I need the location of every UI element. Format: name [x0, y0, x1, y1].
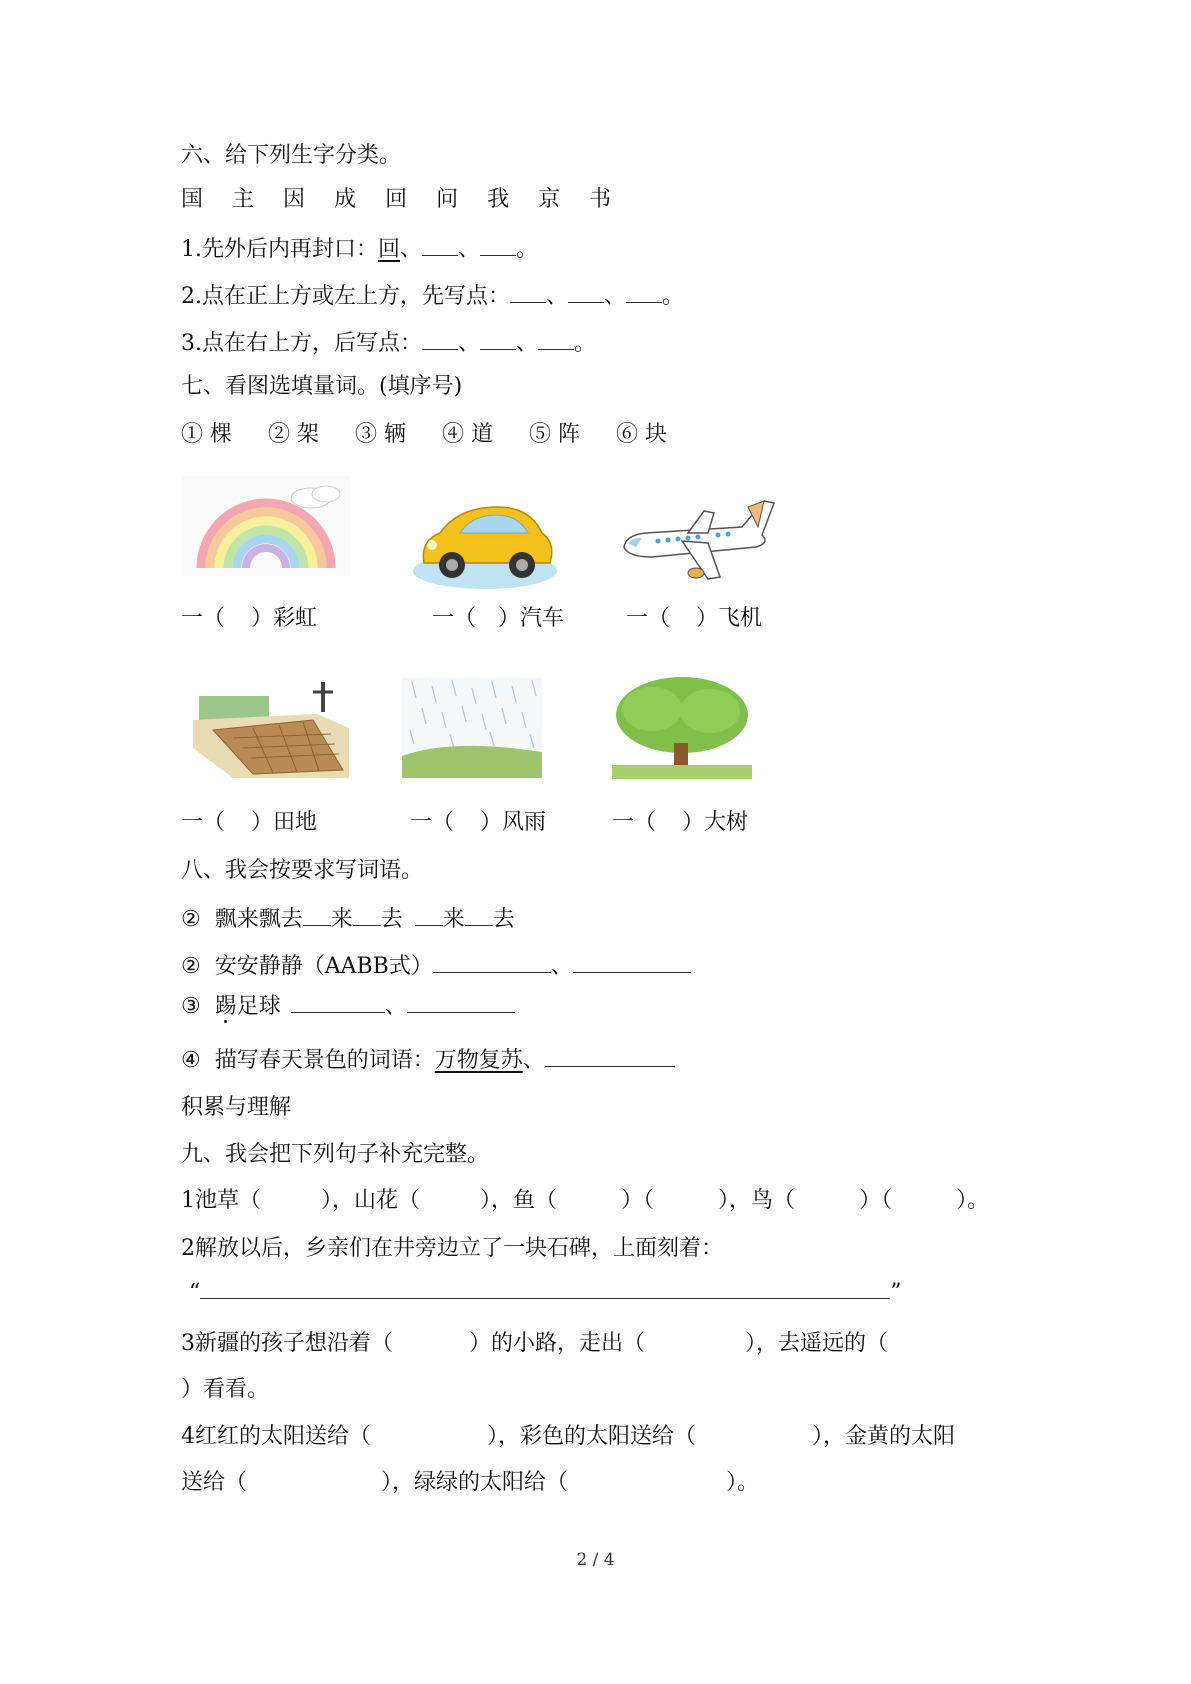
row2-item-tree	[612, 808, 748, 838]
section-heading: 积累与理解	[181, 1095, 292, 1120]
answer-blank[interactable]	[573, 950, 691, 973]
q9-4-part: ），彩色的太阳送给（	[487, 1424, 697, 1449]
char-7: 我	[487, 187, 510, 212]
item-label: ）汽车	[498, 606, 565, 631]
qu-char: 去	[380, 907, 403, 932]
q6-3-label: 3.点在右上方，后写点：	[181, 331, 422, 356]
airplane-image	[612, 491, 782, 591]
answer-blank[interactable]	[303, 903, 331, 926]
q8-2-text: 安安静静（AABB式）	[214, 954, 433, 979]
char-3: 因	[283, 187, 306, 212]
char-6: 问	[436, 187, 459, 212]
car-image	[410, 493, 560, 593]
answer-blank[interactable]	[626, 280, 662, 303]
q9-1-part: ），鱼（	[480, 1188, 558, 1213]
question-6-2	[181, 280, 684, 312]
separator: 、	[546, 284, 569, 309]
item-label: ）大树	[682, 810, 749, 835]
qu-char: 去	[492, 907, 515, 932]
item-prefix: 一（	[181, 810, 226, 835]
answer-blank[interactable]	[465, 903, 493, 926]
q9-3-part: ），去遥远的（	[745, 1331, 889, 1356]
answer-blank[interactable]	[415, 903, 443, 926]
rainbow-image	[181, 476, 351, 576]
answer-blank[interactable]	[568, 280, 604, 303]
item-label: ）彩虹	[251, 606, 318, 631]
separator: 、	[550, 954, 573, 979]
question-9-4	[181, 1422, 955, 1452]
q6-2-label: 2.点在正上方或左上方，先写点：	[181, 284, 510, 309]
q9-4-part: ）。	[726, 1470, 760, 1495]
answer-blank[interactable]	[545, 1044, 675, 1067]
q9-4-part: 送给（	[181, 1470, 248, 1495]
char-1: 国	[181, 187, 204, 212]
separator: 、	[384, 994, 407, 1019]
answer-blank[interactable]	[353, 903, 381, 926]
row1-item-rainbow	[181, 604, 317, 634]
option-6: ⑥ 块	[616, 422, 667, 447]
q8-1-text: 飘来飘去	[214, 907, 303, 932]
question-number: ④	[181, 1048, 201, 1073]
question-8-1	[181, 903, 515, 935]
question-6-3	[181, 327, 596, 359]
section-9-title: 九、我会把下列句子补充完整。	[181, 1142, 490, 1167]
q9-1-part: ）（	[859, 1188, 893, 1213]
q6-1-example: 回	[378, 237, 401, 262]
separator: 、	[458, 331, 481, 356]
row1-item-car	[432, 604, 564, 634]
char-8: 京	[538, 187, 561, 212]
q8-3-text: 踢足球	[214, 994, 281, 1019]
section-8-title: 八、我会按要求写词语。	[181, 858, 424, 883]
question-8-3	[181, 990, 515, 1022]
page-number: 2 / 4	[576, 1550, 615, 1570]
question-9-3	[181, 1329, 888, 1359]
char-2: 主	[232, 187, 255, 212]
open-quote: “	[189, 1280, 201, 1305]
answer-blank[interactable]	[407, 990, 515, 1013]
item-prefix: 一（	[626, 606, 671, 631]
q8-4-text: 描写春天景色的词语：	[214, 1048, 435, 1073]
answer-blank[interactable]	[538, 327, 574, 350]
question-number: ②	[181, 954, 201, 979]
question-number: ②	[181, 907, 201, 932]
item-prefix: 一（	[181, 606, 226, 631]
period: 。	[516, 237, 539, 262]
option-1: ① 棵	[181, 422, 232, 447]
q9-1-part: ）（	[621, 1188, 655, 1213]
answer-blank[interactable]	[510, 280, 546, 303]
period: 。	[662, 284, 685, 309]
tree-image	[612, 673, 752, 779]
separator: 、	[516, 331, 539, 356]
q9-1-part: ），鸟（	[718, 1188, 796, 1213]
section-6-title: 六、给下列生字分类。	[181, 143, 402, 168]
answer-blank[interactable]	[422, 233, 458, 256]
answer-blank[interactable]	[480, 327, 516, 350]
question-9-4-cont	[181, 1468, 759, 1498]
q9-4-part: ），绿绿的太阳给（	[381, 1470, 569, 1495]
char-4: 成	[334, 187, 357, 212]
item-label: ）田地	[251, 810, 318, 835]
option-3: ③ 辆	[355, 422, 406, 447]
separator: 、	[458, 237, 481, 262]
character-list	[181, 185, 640, 215]
field-image	[193, 678, 349, 778]
question-9-2-quote	[189, 1276, 902, 1308]
item-prefix: 一（	[612, 810, 657, 835]
q9-4-part: 4红红的太阳送给（	[181, 1424, 371, 1449]
period: 。	[574, 331, 597, 356]
option-4: ④ 道	[442, 422, 493, 447]
answer-blank[interactable]	[422, 327, 458, 350]
row1-item-airplane	[626, 604, 762, 634]
q6-1-label: 1.先外后内再封口：	[181, 237, 378, 262]
item-prefix: 一（	[410, 810, 455, 835]
option-2: ② 架	[268, 422, 319, 447]
question-number: ③	[181, 994, 201, 1019]
char-5: 回	[385, 187, 408, 212]
item-label: ）飞机	[696, 606, 763, 631]
question-9-3-cont	[181, 1375, 269, 1405]
q9-3-part: ）看看。	[181, 1377, 270, 1402]
question-9-1	[181, 1186, 989, 1216]
q9-1-part: ），山花（	[321, 1188, 421, 1213]
close-quote: ”	[890, 1280, 902, 1305]
item-prefix: 一（	[432, 606, 477, 631]
q9-4-part: ），金黄的太阳	[812, 1424, 956, 1449]
row2-item-field	[181, 808, 317, 838]
question-6-1	[181, 233, 538, 265]
answer-blank[interactable]	[291, 990, 385, 1013]
answer-blank[interactable]	[480, 233, 516, 256]
option-5: ⑤ 阵	[529, 422, 580, 447]
measure-word-options	[181, 420, 703, 450]
separator: 、	[604, 284, 627, 309]
answer-blank[interactable]	[433, 950, 551, 973]
char-9: 书	[589, 187, 612, 212]
q9-1-part: ）。	[956, 1188, 990, 1213]
separator: 、	[400, 237, 423, 262]
q8-4-example: 万物复苏	[434, 1048, 523, 1073]
question-9-2: 2解放以后，乡亲们在井旁边立了一块石碑，上面刻着：	[181, 1236, 723, 1261]
row2-item-rain	[410, 808, 546, 838]
q9-3-part: 3新疆的孩子想沿着（	[181, 1331, 393, 1356]
question-8-4	[181, 1044, 675, 1076]
section-7-title: 七、看图选填量词。(填序号)	[181, 374, 463, 399]
q9-1-part: 1池草（	[181, 1188, 261, 1213]
separator: 、	[522, 1048, 545, 1073]
q9-3-part: ）的小路，走出（	[469, 1331, 646, 1356]
item-label: ）风雨	[480, 810, 547, 835]
answer-blank[interactable]	[200, 1276, 890, 1299]
rain-image	[402, 678, 542, 778]
question-8-2	[181, 950, 691, 982]
lai-char: 来	[330, 907, 353, 932]
lai-char: 来	[442, 907, 465, 932]
